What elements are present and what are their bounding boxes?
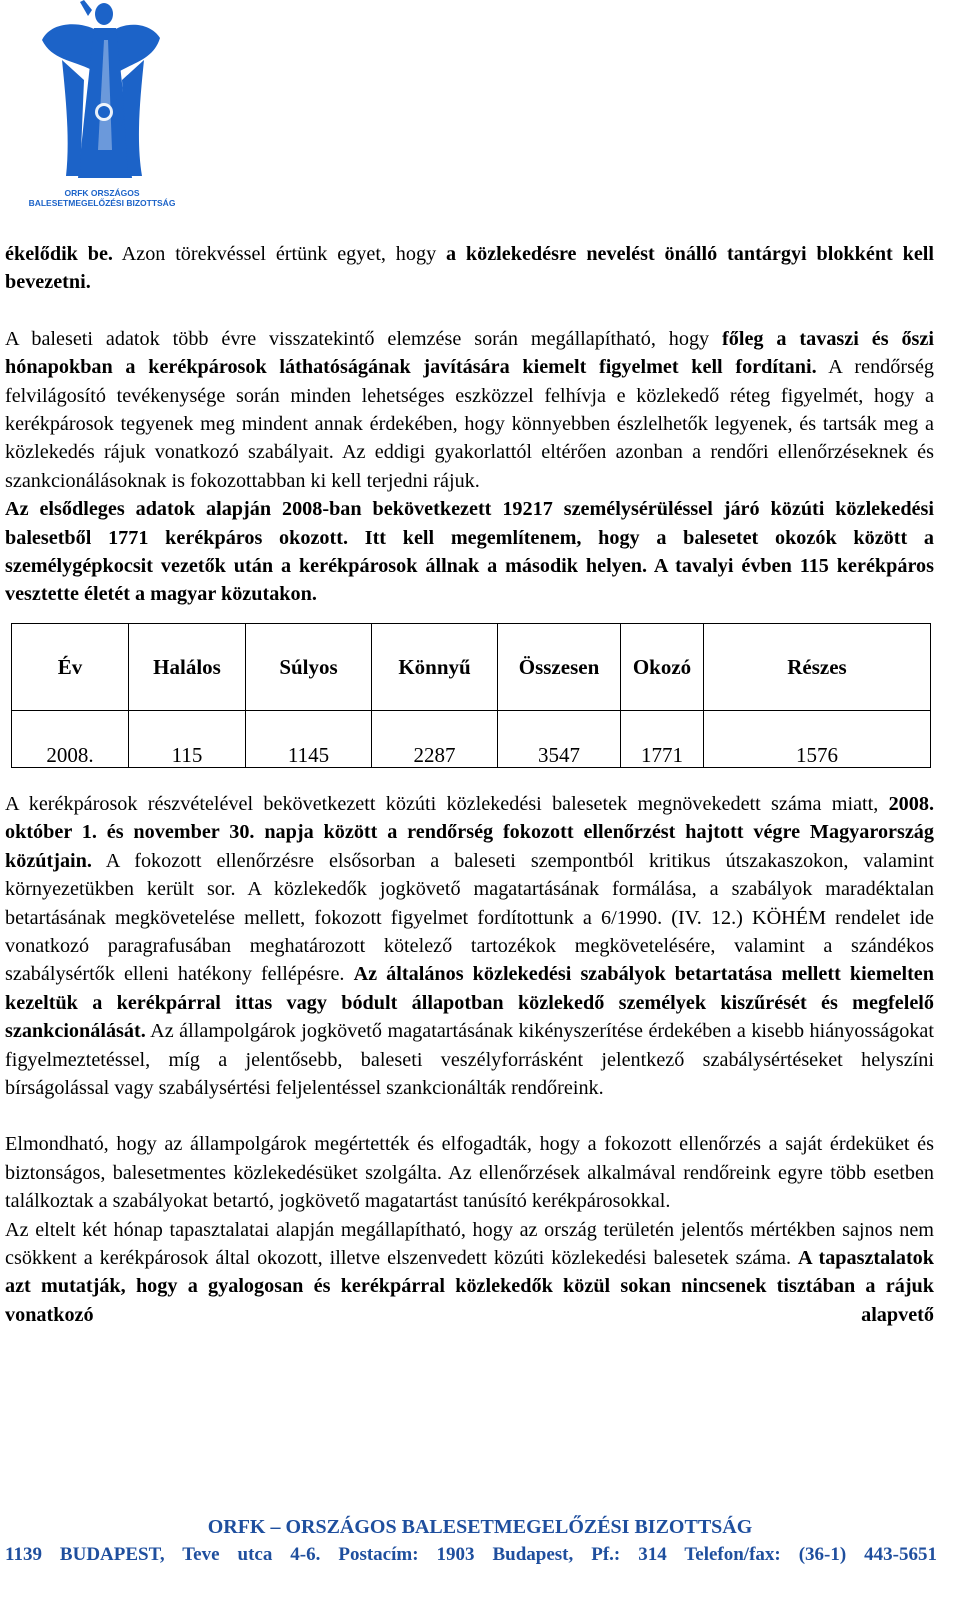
cell-total: 3547 [498,710,621,767]
p3-bold-1: Az elsődleges adatok alapján 2008-ban bekövetkezett 19217 személysérüléssel járó közúti közlekedési balesetből 1771 kerékpáros okozott. Itt kell megemlítenem, hogy a balesetet okozók között a személygépkocsit vezetők után a kerékpárosok állnak a második helyen. A tavalyi évben 115 kerékpáros vesztette életét a magyar közutakon. [5,498,934,606]
p1-bold-1: ékelődik be. [5,243,113,265]
footer-address: 1139 BUDAPEST, Teve utca 4-6. Postacím: 1903 Budapest, Pf.: 314 Telefon/fax: (36-1) 443-5651 [5,1544,937,1565]
cell-light: 2287 [372,710,498,767]
p2-text-2: A rendőrség felvilágosító tevékenysége során minden lehetséges eszközzel felhívja e közlekedő réteg figyelmét, hogy a kerékpárosok tegyenek meg mindent annak érdekében, hogy könnyebben észlelhetők legyenek, és tartsák meg a közlekedés rájuk vonatkozó szabályait. Az eddigi gyakorlattól eltérően azonban a rendőri ellenőrzéseknek és szankcionálásoknak is fokozottabban ki kell terjedni rájuk. [5,356,934,492]
cell-participant: 1576 [704,710,931,767]
paragraph-3 [5,495,934,609]
p1-bold-2: a közlekedésre nevelést önálló tantárgyi blokként kell bevezetni. [5,243,934,294]
footer-organization: ORFK – ORSZÁGOS BALESETMEGELŐZÉSI BIZOTTSÁG [207,1516,753,1538]
header-cell-serious: Súlyos [246,623,372,710]
logo-caption [22,188,182,208]
paragraph-5 [5,1130,934,1215]
cell-fatal: 115 [129,710,246,767]
p1-text-1: Azon törekvéssel értünk egyet, hogy [112,243,446,265]
p6-bold-1: A tapasztalatok azt mutatják, hogy a gyalogosan és kerékpárral közlekedők közül sokan nincsenek tisztában a rájuk vonatkozó alapvető [5,1246,934,1326]
p5-text-1: Elmondható, hogy az állampolgárok megértették és elfogadták, hogy a fokozott ellenőrzés a saját érdeküket és biztonságos, balesetmentes közlekedésüket szolgálta. Az ellenőrzések alkalmával rendőreink egyre több esetben találkoztak a szabályokat betartó, jogkövető magatartást tanúsító kerékpárosokkal. [5,1133,934,1213]
cell-year: 2008. [12,710,129,767]
cell-serious: 1145 [246,710,372,767]
header-cell-fatal: Halálos [129,623,246,710]
p4-text-1: A kerékpárosok részvételével bekövetkezett közúti közlekedési balesetek megnövekedett száma miatt, [5,792,889,815]
p2-bold-1: főleg a tavaszi és őszi hónapokban a kerékpárosok láthatóságának javítására kiemelt figyelmet kell fordítani. [5,327,934,379]
table-row [12,710,931,767]
paragraph-1 [5,240,934,297]
header-cell-participant: Részes [704,623,931,710]
paragraph-4 [5,790,934,1102]
paragraph-6 [5,1216,934,1330]
header-cell-cause: Okozó [621,623,704,710]
accident-statistics-table [11,623,931,768]
header-cell-light: Könnyű [372,623,498,710]
paragraph-2 [5,325,934,495]
p2-text-1: A baleseti adatok több évre visszatekintő elemzése során megállapítható, hogy [5,327,723,350]
p4-bold-1: 2008. október 1. és november 30. napja között a rendőrség fokozott ellenőrzést hajtott végre Magyarország közútjain. [5,792,934,872]
p4-text-3: Az állampolgárok jogkövető magatartásának kikényszerítése érdekében a kisebb hiányosságokat figyelmeztetéssel, míg a jelentősebb, baleseti veszélyforrásként jelentkező szabálysértéseket helyszíni bírságolással vagy szabálysértési feljelentéssel szankcionálták rendőreink. [5,1020,934,1099]
cell-cause: 1771 [621,710,704,767]
header-cell-total: Összesen [498,623,621,710]
logo-caption-line1: ORFK ORSZÁGOS [64,188,140,198]
table-header-row [12,623,931,710]
logo-caption-line2: BALESETMEGELŐZÉSI BIZOTTSÁG [28,198,176,208]
header-cell-year: Év [12,623,129,710]
p6-text-1: Az eltelt két hónap tapasztalatai alapján megállapítható, hogy az ország területén jelentős mértékben sajnos nem csökkent a kerékpárosok által okozott, illetve elszenvedett közúti közlekedési balesetek száma. [5,1218,934,1269]
p4-text-2: A fokozott ellenőrzésre elsősorban a baleseti szempontból kritikus útszakaszokon, valamint környezetükben került sor. A közlekedők jogkövető magatartásának formálása, a szabályok maradéktalan betartásának megkövetelése mellett, fokozott figyelmet fordítottunk a 6/1990. (IV. 12.) KÖHÉM rendelet ide vonatkozó paragrafusában meghatározott kötelező tartozékok megkövetelésére, valamint a szándékos szabálysértők elleni hatékony fellépésre. [5,849,934,986]
p4-bold-2: Az általános közlekedési szabályok betartatása mellett kiemelten kezeltük a kerékpárral ittas vagy bódult állapotban közlekedő személyek kiszűrését és megfelelő szankcionálását. [5,963,934,1043]
orfk-logo-icon [22,0,182,210]
document-body [5,240,934,1329]
